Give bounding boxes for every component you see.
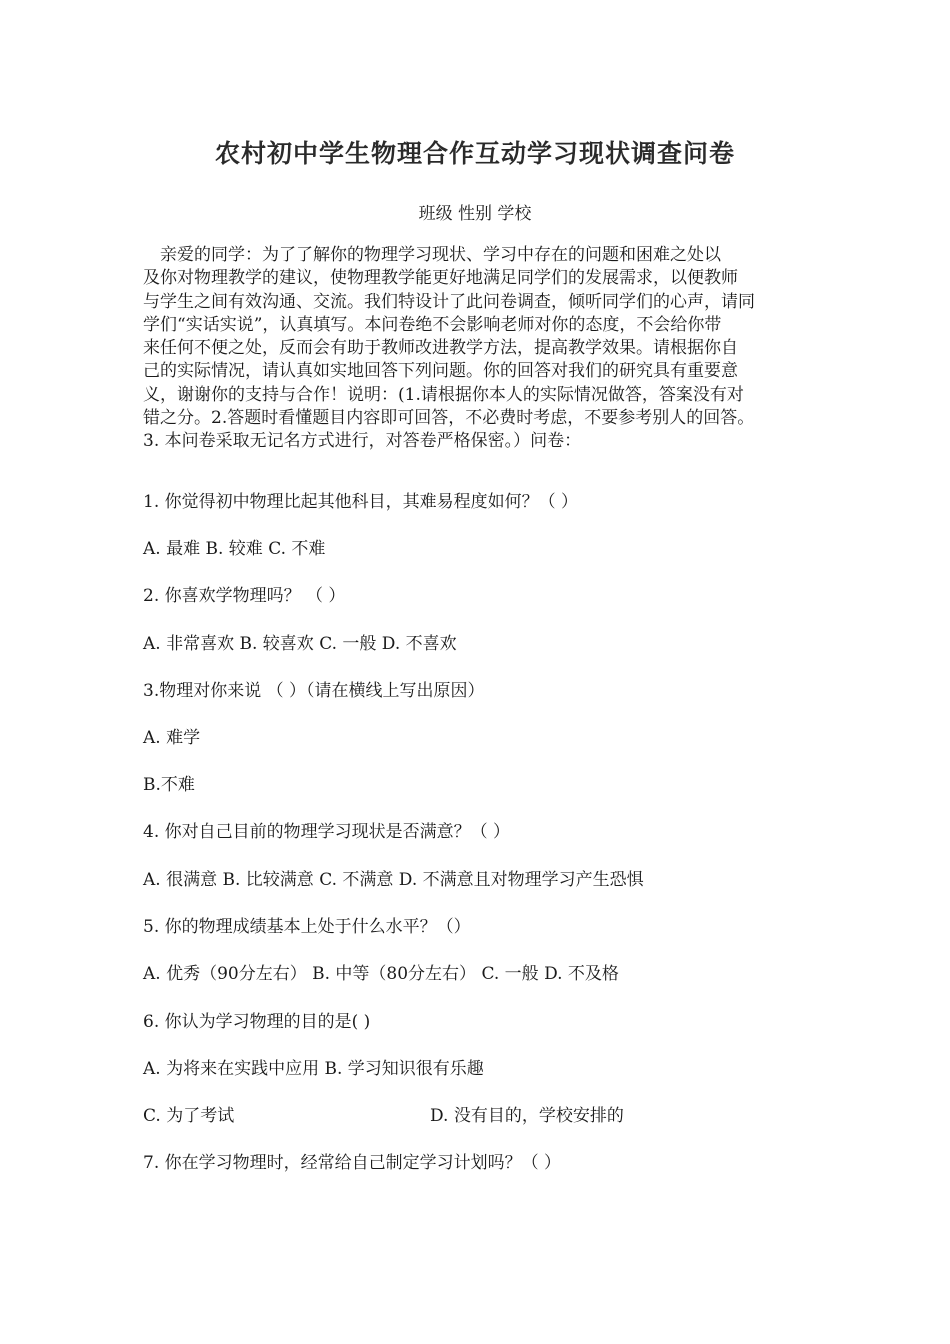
intro-line: 义，谢谢你的支持与合作！说明：(1.请根据你本人的实际情况做答，答案没有对 — [143, 384, 744, 405]
intro-line: 学们“实话实说”，认真填写。本问卷绝不会影响老师对你的态度，不会给你带 — [143, 314, 722, 335]
intro-line: 及你对物理教学的建议，使物理教学能更好地满足同学们的发展需求，以便教师 — [143, 268, 738, 289]
question-4-options: A. 很满意 B. 比较满意 C. 不满意 D. 不满意且对物理学习产生恐惧 — [143, 870, 644, 890]
intro-line: 3. 本问卷采取无记名方式进行，对答卷严格保密。）问卷： — [143, 431, 582, 452]
question-6: 6. 你认为学习物理的目的是( ) — [143, 1012, 371, 1032]
question-3-option-a: A. 难学 — [143, 728, 201, 748]
question-7: 7. 你在学习物理时，经常给自己制定学习计划吗？（ ） — [143, 1153, 562, 1173]
subtitle-fields: 班级 性别 学校 — [418, 204, 532, 224]
intro-line: 亲爱的同学：为了了解你的物理学习现状、学习中存在的问题和困难之处以 — [143, 245, 721, 265]
question-5-options: A. 优秀（90分左右） B. 中等（80分左右） C. 一般 D. 不及格 — [143, 964, 619, 984]
page-title: 农村初中学生物理合作互动学习现状调查问卷 — [214, 139, 735, 168]
question-3-option-b: B.不难 — [143, 775, 195, 795]
intro-line: 与学生之间有效沟通、交流。我们特设计了此问卷调查，倾听同学们的心声，请同 — [143, 291, 755, 312]
question-3: 3.物理对你来说 （ ）（请在横线上写出原因） — [143, 681, 485, 701]
question-1: 1. 你觉得初中物理比起其他科目，其难易程度如何？（ ） — [143, 492, 579, 512]
question-4: 4. 你对自己目前的物理学习现状是否满意？（ ） — [143, 822, 511, 842]
question-6-option-c: C. 为了考试 — [143, 1106, 235, 1126]
intro-paragraph — [143, 244, 833, 454]
question-6-options-ab: A. 为将来在实践中应用 B. 学习知识很有乐趣 — [143, 1059, 484, 1079]
intro-line: 来任何不便之处，反而会有助于教师改进教学方法，提高教学效果。请根据你自 — [143, 338, 738, 359]
intro-line: 己的实际情况，请认真如实地回答下列问题。你的回答对我们的研究具有重要意 — [143, 361, 738, 382]
question-1-options: A. 最难 B. 较难 C. 不难 — [143, 539, 326, 559]
intro-line: 错之分。2.答题时看懂题目内容即可回答，不必费时考虑，不要参考别人的回答。 — [143, 408, 755, 429]
question-2-options: A. 非常喜欢 B. 较喜欢 C. 一般 D. 不喜欢 — [143, 634, 457, 654]
question-6-option-d: D. 没有目的，学校安排的 — [430, 1106, 624, 1126]
question-5: 5. 你的物理成绩基本上处于什么水平？（） — [143, 917, 471, 937]
question-2: 2. 你喜欢学物理吗？ （ ） — [143, 586, 346, 606]
